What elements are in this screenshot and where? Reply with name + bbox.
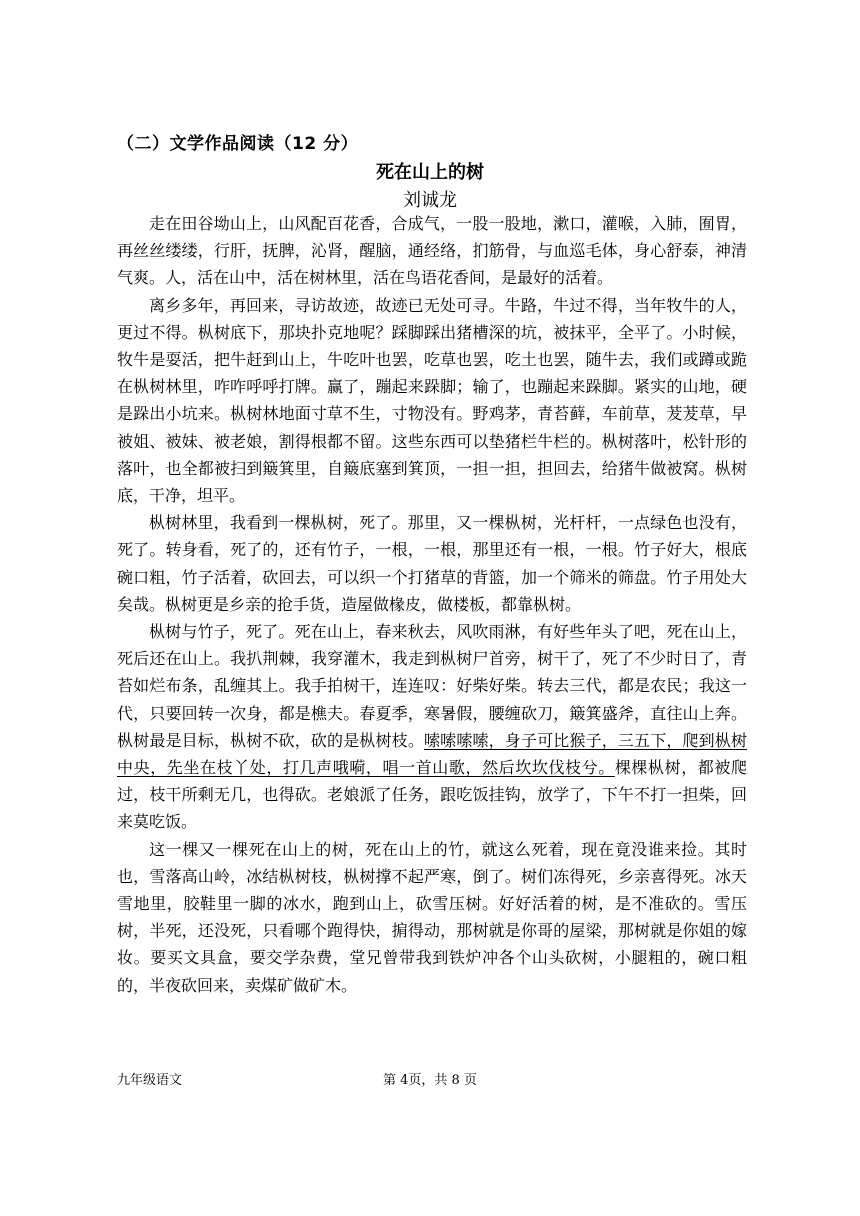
paragraph-2: 离乡多年，再回来，寻访故迹，故迹已无处可寻。牛路，牛过不得，当年牧牛的人，更过不得。枞树底下，那块扑克地呢？踩脚踩出猪槽深的坑，被抹平，全平了。小时候，牧牛是耍活，把牛赶到山上，牛吃叶也罢，吃草也罢，吃土也罢，随牛去，我们或蹲或跪在枞树林里，咋咋呼呼打牌。赢了，蹦起来跺脚；输了，也蹦起来跺脚。紧实的山地，硬是跺出小坑来。枞树林地面寸草不生，寸物没有。野鸡茅，青苔藓，车前草，茇茇草，早被姐、被妹、被老娘，割得根都不留。这些东西可以垫猪栏牛栏的。枞树落叶，松针形的落叶，也全都被扫到簸箕里，自簸底塞到箕顶，一担一担，担回去，给猪牛做被窝。枞树底，干净，坦平。 [117,295,747,506]
paragraph-4-after: 棵棵枞树，都被爬过，枝干所剩无几，也得砍。老娘派了任务，跟吃饭挂钩，放学了，下午不打一担柴，回来莫吃饭。 [117,758,747,832]
article-author: 刘诚龙 [403,190,457,211]
paragraph-1: 走在田谷坳山上，山风配百花香，合成气，一股一股地，漱口，灌喉，入肺，囿胃，再丝丝缕缕，行肝，抚脾，沁肾，醒脑，通经络，扪筋骨，与血巡毛体，身心舒泰，神清气爽。人，活在山中，活在树林里，活在鸟语花香间，是最好的活着。 [117,214,747,288]
section-title: （二）文学作品阅读（12 分） [117,134,359,154]
footer-subject: 九年级语文 [117,1073,183,1088]
article-body [117,210,747,999]
paragraph-5: 这一棵又一棵死在山上的树，死在山上的竹，就这么死着，现在竟没谁来捡。其时也，雪落高山岭，冰结枞树枝，枞树撑不起严寒，倒了。树们冻得死，乡亲喜得死。冰天雪地里，胶鞋里一脚的冰水，跑到山上，砍雪压树。好好活着的树，是不准砍的。雪压树，半死，还没死，只看哪个跑得快，掮得动，那树就是你哥的屋梁，那树就是你姐的嫁妆。要买文具盒，要交学杂费，堂兄曾带我到铁炉冲各个山头砍树，小腿粗的，碗口粗的，半夜砍回来，卖煤矿做矿木。 [117,839,747,995]
underlined-sentence: 嗦嗦嗦嗦，身子可比猴子，三五下，爬到枞树中央，先坐在枝丫处，打几声哦嗬，唱一首山歌，然后坎坎伐枝兮。 [117,730,747,778]
footer-page-number: 第 4页，共 8 页 [383,1073,477,1088]
article-title: 死在山上的树 [376,162,484,183]
paragraph-4 [117,618,747,836]
paragraph-3: 枞树林里，我看到一棵枞树，死了。那里，又一棵枞树，光杆杆，一点绿色也没有，死了。转身看，死了的，还有竹子，一根，一根，那里还有一根，一根。竹子好大，根底碗口粗，竹子活着，砍回去，可以织一个打猪草的背篮，加一个筛米的筛盘。竹子用处大矣哉。枞树更是乡亲的抢手货，造屋做椽皮，做楼板，都靠枞树。 [117,513,747,614]
paragraph-4-before: 枞树与竹子，死了。死在山上，春来秋去，风吹雨淋，有好些年头了吧，死在山上，死后还在山上。我扒荆棘，我穿灌木，我走到枞树尸首旁，树干了，死了不少时日了，青苔如烂布条，乱缠其上。我手拍树干，连连叹：好柴好柴。转去三代，都是农民；我这一代，只要回转一次身，都是樵夫。春夏季，寒暑假，腰缠砍刀，簸箕盛斧，直往山上奔。枞树最是目标，枞树不砍，砍的是枞树枝。 [117,622,747,750]
